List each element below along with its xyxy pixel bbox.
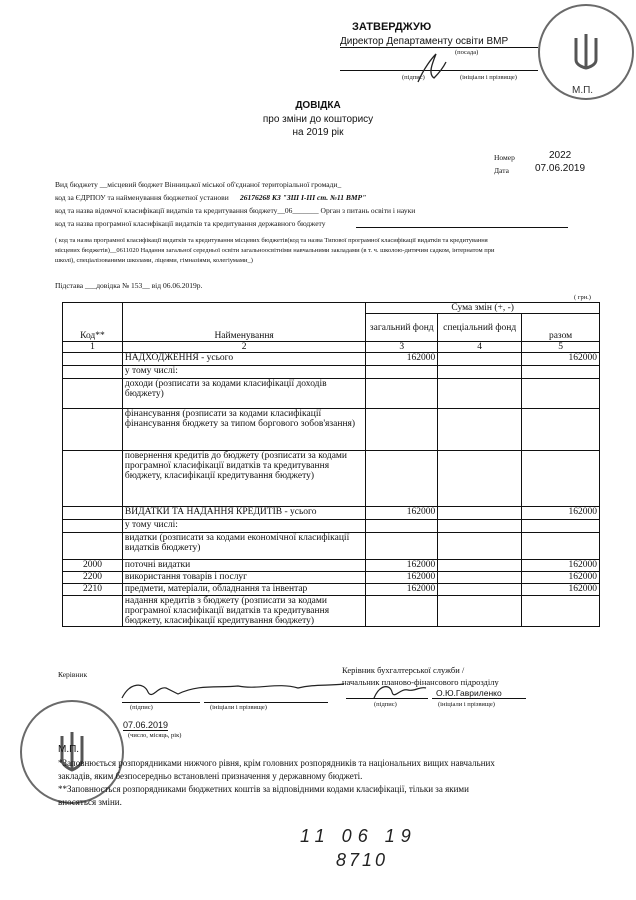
row-total: 162000 <box>522 560 600 572</box>
approval-signature-caption: (підпис) <box>402 74 425 81</box>
head-sign-caption: (підпис) <box>130 704 153 711</box>
head-sign-line <box>122 702 200 703</box>
approval-signature-scribble <box>410 48 450 88</box>
row-code <box>63 353 123 366</box>
header-general-fund: загальний фонд <box>366 314 438 342</box>
signature-date-caption: (число, місяць, рік) <box>128 732 182 739</box>
row-special-fund <box>438 572 522 584</box>
budget-type: Вид бюджету __місцевий бюджет Вінницької міської об'єднаної територіальної громади_ <box>55 180 342 189</box>
row-special-fund <box>438 451 522 507</box>
row-name: у тому числі: <box>122 366 365 379</box>
num-cell: 4 <box>438 342 522 353</box>
basis-line: Підстава ___довідка № 153__ від 06.06.2019р. <box>55 281 203 290</box>
row-general-fund <box>366 366 438 379</box>
table-row <box>63 353 600 366</box>
row-special-fund <box>438 584 522 596</box>
accountant-label-2: начальник планово-фінансового підрозділу <box>342 677 499 687</box>
row-name: у тому числі: <box>122 520 365 533</box>
row-total <box>522 533 600 560</box>
row-special-fund <box>438 560 522 572</box>
row-total <box>522 520 600 533</box>
row-general-fund: 162000 <box>366 353 438 366</box>
row-code <box>63 366 123 379</box>
header-total: разом <box>522 314 600 342</box>
table-row <box>63 533 600 560</box>
row-code <box>63 507 123 520</box>
approval-position-caption: (посада) <box>455 49 479 56</box>
handwritten-date: 11 06 19 <box>300 826 417 846</box>
table-row <box>63 507 600 520</box>
accountant-name-caption: (ініціали і прізвище) <box>438 701 495 708</box>
num-cell: 5 <box>522 342 600 353</box>
num-cell: 2 <box>122 342 365 353</box>
row-general-fund <box>366 379 438 409</box>
row-special-fund <box>438 507 522 520</box>
header-code: Код** <box>63 303 123 342</box>
row-name: предмети, матеріали, обладнання та інвентар <box>122 584 365 596</box>
currency-label: ( грн.) <box>574 294 591 301</box>
row-code <box>63 520 123 533</box>
row-general-fund: 162000 <box>366 507 438 520</box>
date-value: 07.06.2019 <box>535 163 586 174</box>
local-program-line3: школі), спеціалізованими школами, ліцеями, гімназіями, колегіумами_) <box>55 257 253 264</box>
head-name-line <box>204 702 328 703</box>
accountant-name: О.Ю.Гавриленко <box>436 688 502 698</box>
local-program-line2: місцевих бюджетів)__0611020 Надання загальної середньої освіти загальноосвітніми навчальними закладами (в т. ч. школою-дитячим садком, інтернатом при <box>55 247 495 254</box>
accountant-label-1: Керівник бухгалтерської служби / <box>342 665 465 675</box>
row-general-fund: 162000 <box>366 560 438 572</box>
row-code: 2210 <box>63 584 123 596</box>
row-code: 2200 <box>63 572 123 584</box>
row-special-fund <box>438 520 522 533</box>
row-special-fund <box>438 353 522 366</box>
table-row <box>63 572 600 584</box>
row-general-fund <box>366 596 438 627</box>
approval-name-caption: (ініціали і прізвище) <box>460 74 517 81</box>
row-name: НАДХОДЖЕННЯ - усього <box>122 353 365 366</box>
signature-stamp-mark: М.П. <box>58 744 80 755</box>
row-code: 2000 <box>63 560 123 572</box>
edrpou-value: 26176268 КЗ "ЗШ І-ІІІ ст. №11 ВМР" <box>240 193 367 202</box>
row-total <box>522 451 600 507</box>
row-code <box>63 596 123 627</box>
table-row <box>63 409 600 451</box>
row-general-fund: 162000 <box>366 572 438 584</box>
num-cell: 3 <box>366 342 438 353</box>
signature-date: 07.06.2019 <box>123 720 169 730</box>
document-subtitle: про зміни до кошторису <box>262 114 374 125</box>
row-special-fund <box>438 533 522 560</box>
head-label: Керівник <box>58 670 88 679</box>
date-label: Дата <box>494 166 509 175</box>
header-name: Найменування <box>122 303 365 342</box>
edrpou-label: код за ЄДРПОУ та найменування бюджетної установи <box>55 193 229 202</box>
header-sum: Сума змін (+, -) <box>366 303 600 314</box>
approval-title: ЗАТВЕРДЖУЮ <box>352 21 432 33</box>
handwritten-number: 8710 <box>336 850 389 870</box>
table-row <box>63 451 600 507</box>
row-name: надання кредитів з бюджету (розписати за кодами програмної класифікації видатків та кредитування бюджету, класифікації кредитування бюджету) <box>122 596 365 627</box>
row-total: 162000 <box>522 572 600 584</box>
document-year: на 2019 рік <box>292 127 344 138</box>
row-total <box>522 596 600 627</box>
department-line: код та назва відомчої класифікації видатків та кредитування бюджету__06_______ Орган з питань освіти і науки <box>55 206 416 215</box>
row-total: 162000 <box>522 353 600 366</box>
row-name: фінансування (розписати за кодами класифікації фінансування бюджету за типом боргового зобов'язання) <box>122 409 365 451</box>
footnote-line-3: **Заповнюється розпорядниками бюджетних коштів за відповідними кодами класифікації, тільки за якими <box>58 784 469 794</box>
number-value: 2022 <box>549 150 572 161</box>
state-program-line: код та назва програмної класифікації видатків та кредитування державного бюджету <box>55 219 326 228</box>
row-special-fund <box>438 379 522 409</box>
num-cell: 1 <box>63 342 123 353</box>
row-code <box>63 409 123 451</box>
row-name: доходи (розписати за кодами класифікації доходів бюджету) <box>122 379 365 409</box>
row-general-fund <box>366 520 438 533</box>
row-code <box>63 451 123 507</box>
table-row <box>63 560 600 572</box>
accountant-sign-caption: (підпис) <box>374 701 397 708</box>
table-row <box>63 520 600 533</box>
row-general-fund <box>366 451 438 507</box>
approval-stamp-mark: М.П. <box>572 85 594 96</box>
header-special-fund: спеціальний фонд <box>438 314 522 342</box>
row-total <box>522 379 600 409</box>
row-name: поточні видатки <box>122 560 365 572</box>
local-program-line1: ( код та назва програмної класифікації видатків та кредитування місцевих бюджетів(код та назва Типової програмної класифікації видатків та кредитування <box>55 237 488 244</box>
state-program-blank <box>356 227 568 228</box>
row-special-fund <box>438 366 522 379</box>
number-label: Номер <box>494 153 515 162</box>
row-total <box>522 409 600 451</box>
row-total: 162000 <box>522 584 600 596</box>
row-special-fund <box>438 596 522 627</box>
row-name: повернення кредитів до бюджету (розписати за кодами програмної класифікації видатків та кредитування бюджету, класифікації кредитування бюджету) <box>122 451 365 507</box>
row-general-fund <box>366 409 438 451</box>
table-row <box>63 596 600 627</box>
row-code <box>63 533 123 560</box>
table-row <box>63 379 600 409</box>
document-title: ДОВІДКА <box>295 100 341 111</box>
accountant-name-line <box>432 698 526 699</box>
approval-position: Директор Департаменту освіти ВМР <box>340 36 538 48</box>
footnote-line-1: *Заповнюється розпорядниками нижчого рівня, крім головних розпорядників та національних вищих навчальних <box>58 758 495 768</box>
accountant-sign-line <box>346 698 428 699</box>
changes-table <box>62 302 600 627</box>
row-total <box>522 366 600 379</box>
row-general-fund <box>366 533 438 560</box>
footnote-line-2: закладів, яким безпосередньо встановлені призначення у державному бюджеті. <box>58 771 363 781</box>
row-general-fund: 162000 <box>366 584 438 596</box>
footnote-line-4: вносяться зміни. <box>58 797 122 807</box>
row-special-fund <box>438 409 522 451</box>
row-code <box>63 379 123 409</box>
row-name: використання товарів і послуг <box>122 572 365 584</box>
head-name-caption: (ініціали і прізвище) <box>210 704 267 711</box>
row-name: видатки (розписати за кодами економічної класифікації видатків бюджету) <box>122 533 365 560</box>
table-row <box>63 584 600 596</box>
row-name: ВИДАТКИ ТА НАДАННЯ КРЕДИТІВ - усього <box>122 507 365 520</box>
row-total: 162000 <box>522 507 600 520</box>
table-row <box>63 366 600 379</box>
